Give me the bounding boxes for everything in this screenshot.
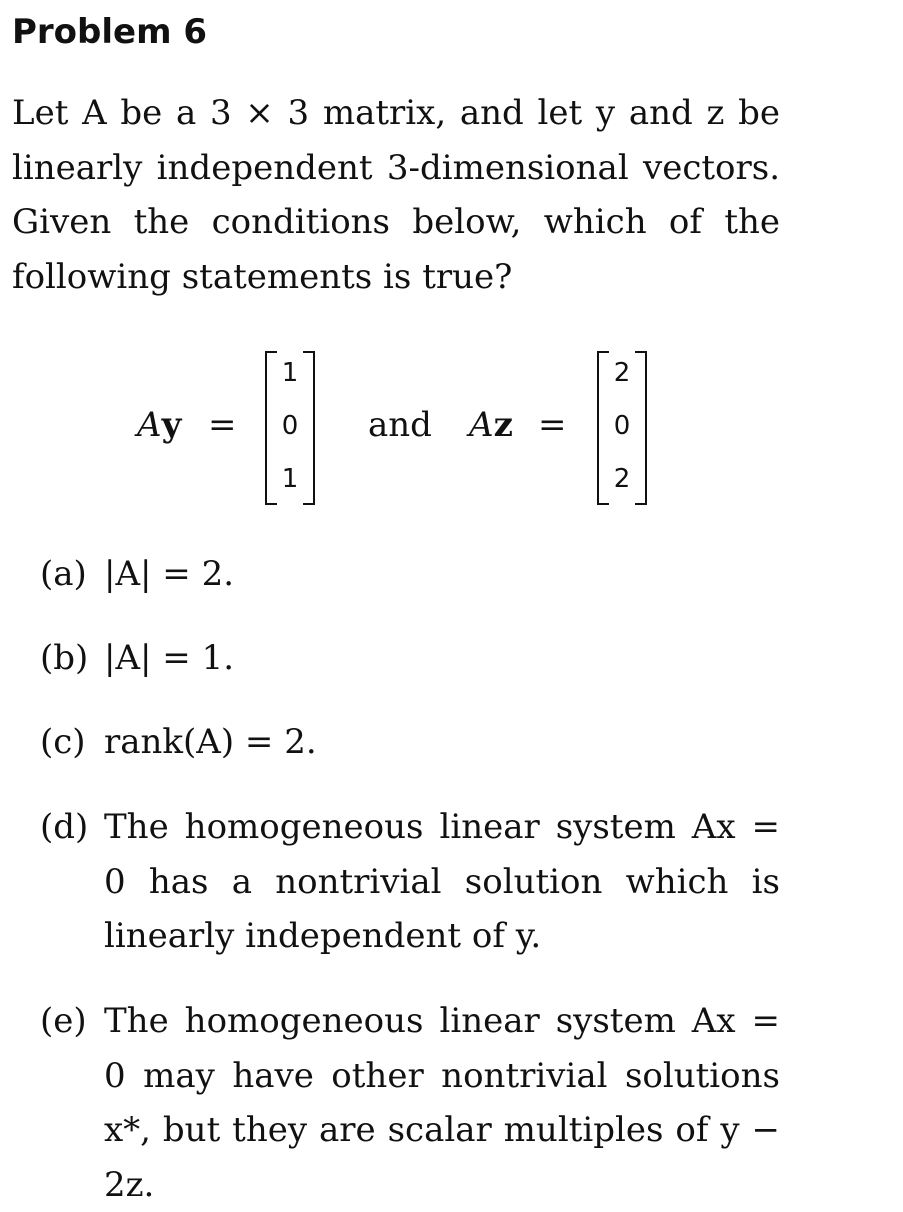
equals-sign-2: = [538,405,567,445]
vector-entry: 2 [613,464,631,494]
option-label: (e) [40,1001,87,1041]
option-label: (a) [40,554,87,594]
matrix-a-symbol-2: A [469,405,494,445]
option-text: The homogeneous linear system Ax = 0 may have other nontrivial solutions x*, but they are scalar multiples of y − 2z. [104,1001,780,1205]
option-label: (d) [40,807,89,847]
option-a [40,547,780,602]
option-text: |A| = 1. [104,638,235,678]
option-label: (b) [40,638,89,678]
vector-entry: 0 [613,411,631,441]
equation-lhs-2 [469,405,513,445]
vector-y-symbol: y [161,405,182,445]
vector-entry: 1 [281,464,299,494]
option-label: (c) [40,722,86,762]
problem-statement: Let A be a 3 × 3 matrix, and let y and z be linearly independent 3-dimensional vectors. Given the conditions below, which of the following statements is true? [12,93,780,297]
equals-sign-1: = [208,405,237,445]
problem-title: Problem 6 [12,12,208,52]
matrix-a-symbol-1: A [137,405,162,445]
option-e [40,994,780,1212]
option-text: |A| = 2. [104,554,235,594]
option-c [40,715,780,770]
vector-entry: 0 [281,411,299,441]
vector-entry: 1 [281,358,299,388]
vector-z-symbol: z [493,405,513,445]
option-d [40,800,780,964]
option-text: rank(A) = 2. [104,722,317,762]
option-text: The homogeneous linear system Ax = 0 has a nontrivial solution which is linearly independent of y. [104,807,780,956]
column-vector-2 [597,351,647,503]
option-b [40,631,780,686]
equation-lhs-1 [137,405,181,445]
column-vector-1 [265,351,315,503]
equation-connector: and [368,405,432,445]
vector-entry: 2 [613,358,631,388]
